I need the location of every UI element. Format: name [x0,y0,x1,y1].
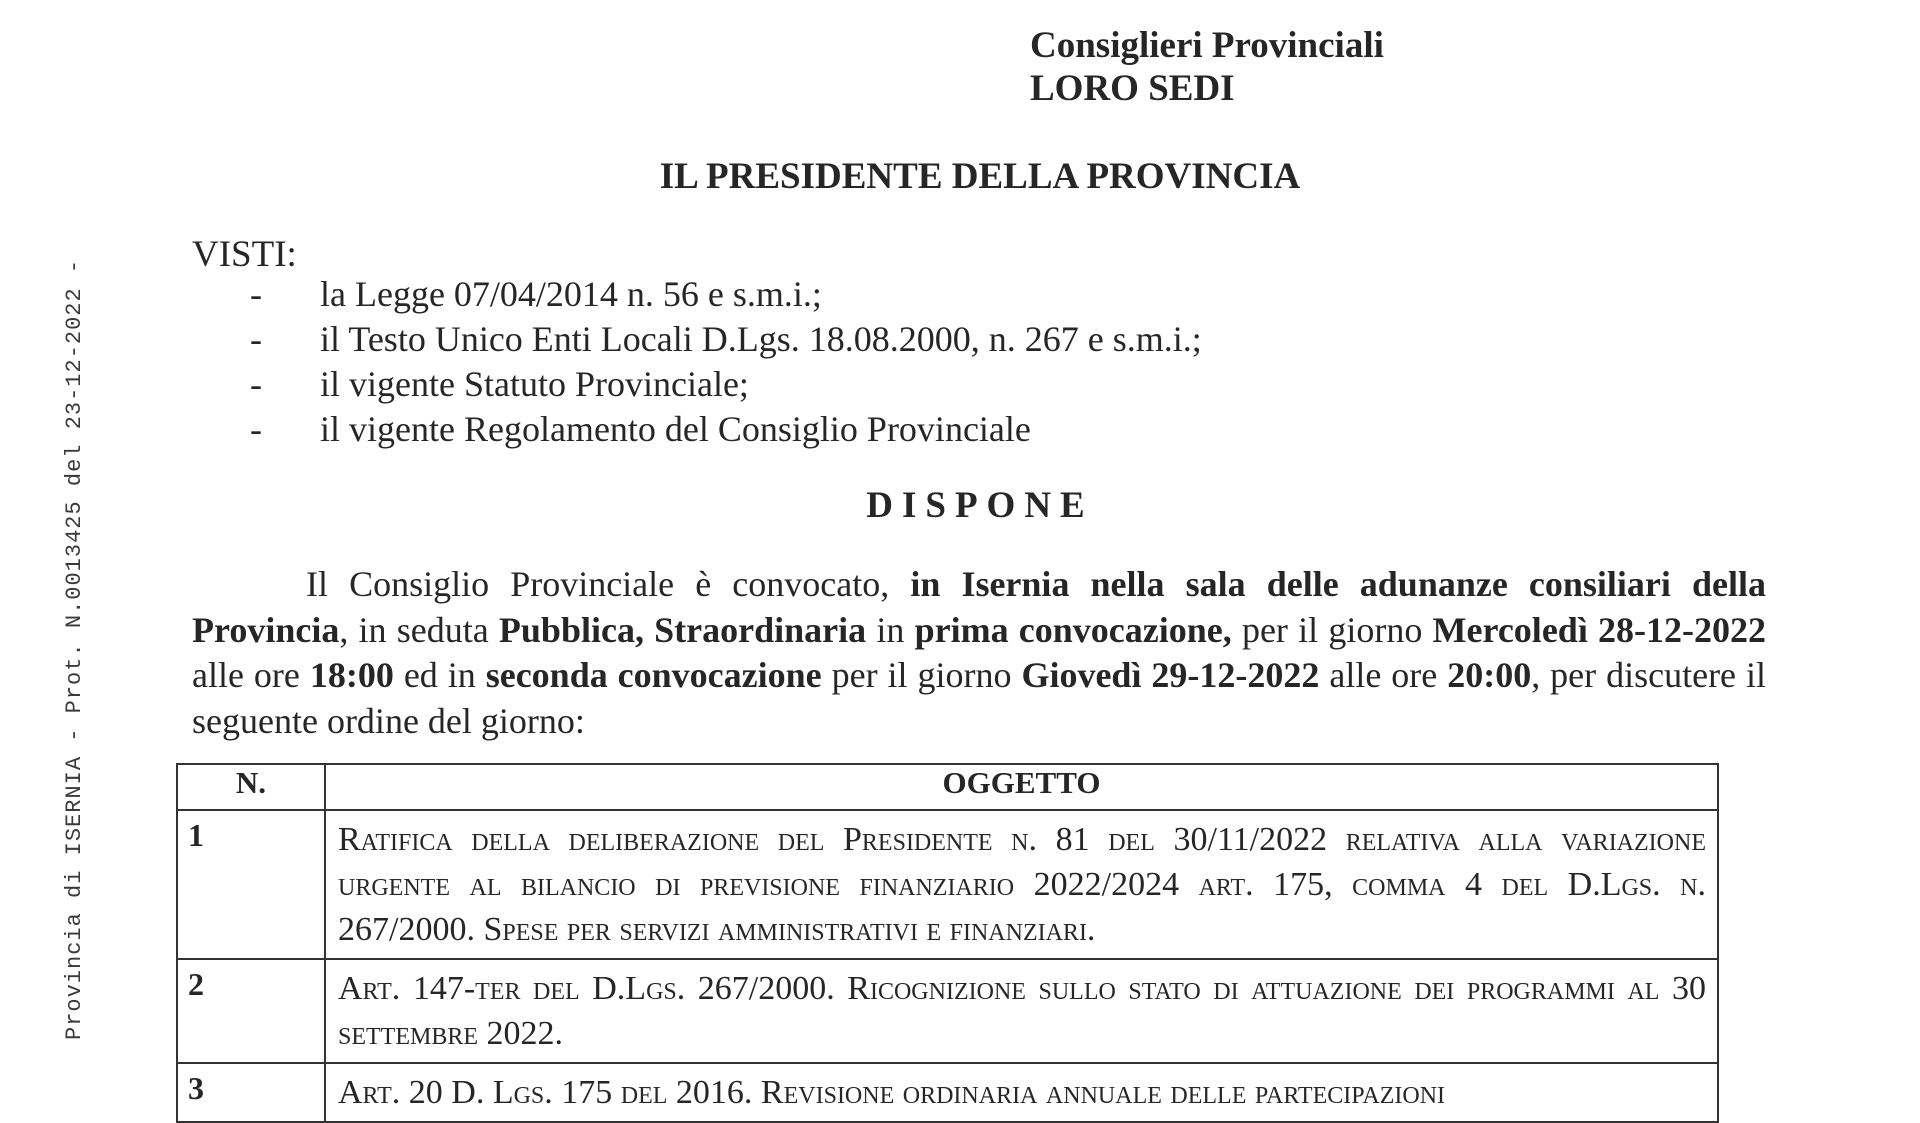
visti-item-text: il vigente Regolamento del Consiglio Provinciale [320,409,1031,449]
agenda-header-row [177,764,1718,810]
convocation-first-time: 18:00 [309,655,394,695]
visti-item: - il Testo Unico Enti Locali D.Lgs. 18.08.2000, n. 267 e s.m.i.; [250,319,1202,359]
convocation-paragraph [192,562,1766,744]
convocation-text: per il giorno [821,655,1022,695]
table-row [177,810,1718,959]
agenda-item-number: 1 [177,810,325,959]
convocation-second-call: seconda convocazione [485,655,822,695]
convocation-text: in [866,609,915,650]
table-row [177,1063,1718,1122]
visti-list [250,272,1202,452]
table-row [177,959,1718,1063]
protocol-stamp: Provincia di ISERNIA - Prot. N.0013425 del 23-12-2022 - [62,258,87,1040]
agenda-item-subject: Art. 147-ter del D.Lgs. 267/2000. Ricognizione sullo stato di attuazione dei programmi al 30 settembre 2022. [325,959,1718,1063]
dispone-heading: DISPONE [866,485,1094,526]
president-heading: IL PRESIDENTE DELLA PROVINCIA [659,156,1301,197]
agenda-header-subject: OGGETTO [325,764,1718,810]
convocation-text: alle ore [1319,655,1448,695]
recipients-block [1030,24,1384,110]
agenda-header-number: N. [177,764,325,810]
convocation-text: Il Consiglio Provinciale è convocato, [306,564,911,604]
convocation-text: , in seduta [339,609,499,650]
agenda-item-number: 3 [177,1063,325,1122]
agenda-item-number: 2 [177,959,325,1063]
visti-item: - la Legge 07/04/2014 n. 56 e s.m.i.; [250,274,822,314]
visti-item-text: la Legge 07/04/2014 n. 56 e s.m.i.; [320,274,822,314]
agenda-item-subject: Ratifica della deliberazione del Presidente n. 81 del 30/11/2022 relativa alla variazione urgente al bilancio di previsione finanziario 2022/2024 art. 175, comma 4 del D.Lgs. n. 267/2000. Spese per servizi amministrativi e finanziari. [325,810,1718,959]
recipients-line-1: Consiglieri Provinciali [1030,25,1384,66]
convocation-first-call: prima convocazione, [914,609,1232,650]
convocation-second-date: Giovedì 29-12-2022 [1021,655,1320,695]
convocation-text: , per discutere il seguente ordine del giorno: [192,655,1767,741]
convocation-first-date: Mercoledì 28-12-2022 [1432,609,1766,650]
agenda-item-subject: Art. 20 D. Lgs. 175 del 2016. Revisione ordinaria annuale delle partecipazioni [325,1063,1718,1122]
convocation-second-time: 20:00 [1447,655,1532,695]
visti-item: - il vigente Regolamento del Consiglio Provinciale [250,409,1031,449]
visti-label: VISTI: [192,234,297,275]
agenda-table [176,763,1719,1123]
visti-item-text: il vigente Statuto Provinciale; [320,364,749,404]
recipients-line-2: LORO SEDI [1030,68,1235,109]
convocation-location: in Isernia nella sala delle adunanze consiliari della Provincia [192,564,1766,650]
visti-item: - il vigente Statuto Provinciale; [250,364,749,404]
convocation-text: alle ore [192,655,310,695]
convocation-text: per il giorno [1231,609,1433,650]
visti-item-text: il Testo Unico Enti Locali D.Lgs. 18.08.2000, n. 267 e s.m.i.; [320,319,1202,359]
convocation-text: ed in [393,655,486,695]
convocation-session-type: Pubblica, Straordinaria [498,609,867,650]
